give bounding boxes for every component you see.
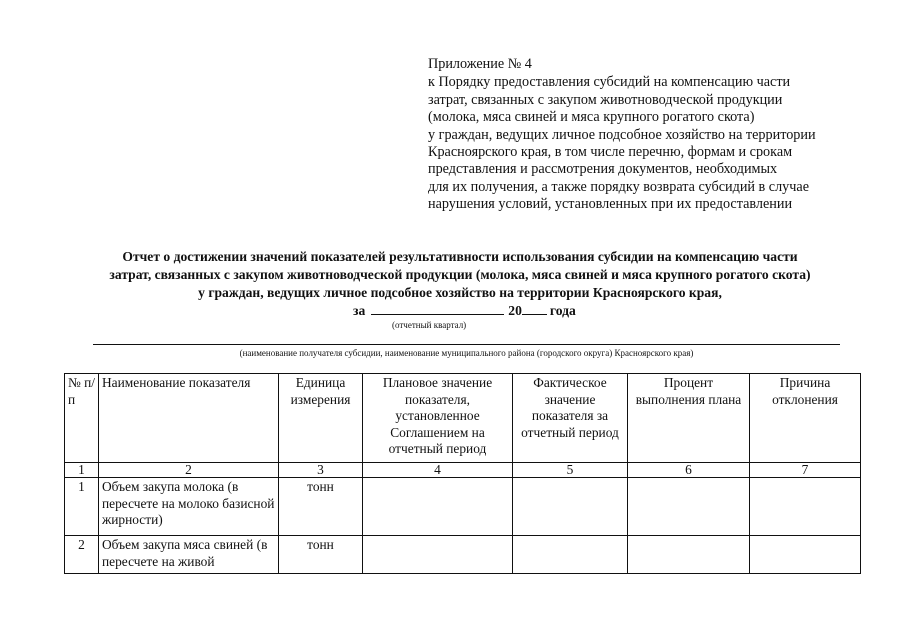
table-row xyxy=(65,536,861,574)
header-indicator-name: Наименование показателя xyxy=(99,374,279,463)
annex-line: у граждан, ведущих личное подсобное хозяйство на территории xyxy=(428,126,816,143)
recipient-hint: (наименование получателя субсидии, наименование муниципального района (городского округа) Красноярского края) xyxy=(239,348,694,358)
report-title-line: у граждан, ведущих личное подсобное хозяйство на территории Красноярского края, xyxy=(198,285,722,300)
period-suffix: года xyxy=(549,303,576,318)
row-number: 2 xyxy=(65,536,99,574)
column-number: 3 xyxy=(279,463,363,478)
column-number: 5 xyxy=(513,463,628,478)
plan-percent-cell[interactable] xyxy=(628,536,750,574)
quarter-blank[interactable] xyxy=(371,302,504,315)
actual-value-cell[interactable] xyxy=(513,536,628,574)
indicator-name: Объем закупа мяса свиней (в пересчете на живой xyxy=(99,536,279,574)
unit-cell: тонн xyxy=(279,536,363,574)
annex-line: нарушения условий, установленных при их предоставлении xyxy=(428,196,793,213)
annex-line: для их получения, а также порядку возврата субсидий в случае xyxy=(428,178,809,195)
table-header-row xyxy=(65,374,861,463)
column-number: 1 xyxy=(65,463,99,478)
annex-block xyxy=(428,56,888,214)
year-prefix: 20 xyxy=(508,303,522,318)
deviation-reason-cell[interactable] xyxy=(750,536,861,574)
year-blank[interactable] xyxy=(522,302,547,315)
unit-cell: тонн xyxy=(279,478,363,536)
indicator-name: Объем закупа молока (в пересчете на молоко базисной жирности) xyxy=(99,478,279,536)
annex-line: к Порядку предоставления субсидий на компенсацию части xyxy=(428,74,791,91)
header-plan-value: Плановое значение показателя, установленное Соглашением на отчетный период xyxy=(363,374,513,463)
column-number: 6 xyxy=(628,463,750,478)
reporting-period xyxy=(353,302,576,319)
plan-value-cell[interactable] xyxy=(363,536,513,574)
header-deviation-reason: Причина отклонения xyxy=(750,374,861,463)
period-hint: (отчетный квартал) xyxy=(392,320,467,330)
annex-line: затрат, связанных с закупом животноводческой продукции xyxy=(428,91,783,108)
header-plan-percent: Процент выполнения плана xyxy=(628,374,750,463)
row-number: 1 xyxy=(65,478,99,536)
annex-line: представления и рассмотрения документов, необходимых xyxy=(428,161,778,178)
plan-value-cell[interactable] xyxy=(363,478,513,536)
column-number: 7 xyxy=(750,463,861,478)
annex-line: Красноярского края, в том числе перечню, формам и срокам xyxy=(428,144,793,161)
column-number-row xyxy=(65,463,861,478)
plan-percent-cell[interactable] xyxy=(628,478,750,536)
actual-value-cell[interactable] xyxy=(513,478,628,536)
period-prefix: за xyxy=(353,303,366,318)
header-actual-value: Фактическое значение показателя за отчетный период xyxy=(513,374,628,463)
report-table xyxy=(64,373,861,574)
annex-title: Приложение № 4 xyxy=(428,56,532,72)
annex-line: (молока, мяса свиней и мяса крупного рогатого скота) xyxy=(428,109,755,126)
column-number: 4 xyxy=(363,463,513,478)
header-number: № п/п xyxy=(65,374,99,463)
report-title xyxy=(40,248,880,302)
report-title-line: Отчет о достижении значений показателей результативности использования субсидии на компенсацию части xyxy=(122,249,798,264)
table-row xyxy=(65,478,861,536)
header-unit: Единица измерения xyxy=(279,374,363,463)
column-number: 2 xyxy=(99,463,279,478)
report-title-line: затрат, связанных с закупом животноводческой продукции (молока, мяса свиней и мяса крупного рогатого скота) xyxy=(109,267,811,282)
deviation-reason-cell[interactable] xyxy=(750,478,861,536)
recipient-blank-line[interactable] xyxy=(93,344,840,345)
